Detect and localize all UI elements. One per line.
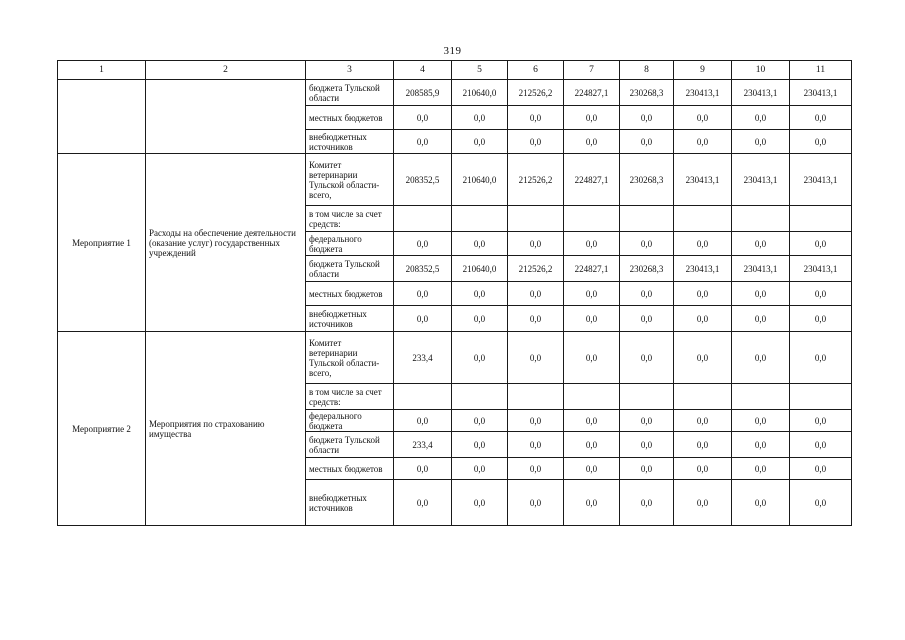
value-cell: 233,4 xyxy=(394,432,452,458)
value-cell: 212526,2 xyxy=(508,256,564,282)
value-cell: 0,0 xyxy=(452,130,508,154)
value-cell: 0,0 xyxy=(732,232,790,256)
value-cell: 0,0 xyxy=(790,480,852,526)
funding-source-cell: внебюджетных источников xyxy=(306,306,394,332)
value-cell: 0,0 xyxy=(452,306,508,332)
funding-source-cell: Комитет ветеринарии Тульской области-всего, xyxy=(306,332,394,384)
value-cell: 224827,1 xyxy=(564,80,620,106)
activity-name-cell: Мероприятие 1 xyxy=(58,154,146,332)
value-cell: 224827,1 xyxy=(564,154,620,206)
value-cell: 0,0 xyxy=(564,282,620,306)
value-cell xyxy=(394,206,452,232)
value-cell: 0,0 xyxy=(394,282,452,306)
value-cell: 0,0 xyxy=(674,232,732,256)
value-cell: 0,0 xyxy=(452,106,508,130)
value-cell: 230413,1 xyxy=(674,256,732,282)
funding-source-cell: местных бюджетов xyxy=(306,282,394,306)
value-cell: 210640,0 xyxy=(452,256,508,282)
value-cell xyxy=(674,384,732,410)
value-cell: 0,0 xyxy=(732,458,790,480)
value-cell xyxy=(508,206,564,232)
value-cell: 224827,1 xyxy=(564,256,620,282)
value-cell: 0,0 xyxy=(620,232,674,256)
funding-source-cell: в том числе за счет средств: xyxy=(306,384,394,410)
value-cell: 0,0 xyxy=(394,480,452,526)
value-cell: 230413,1 xyxy=(674,80,732,106)
value-cell: 230413,1 xyxy=(790,80,852,106)
value-cell: 0,0 xyxy=(564,306,620,332)
header-cell: 9 xyxy=(674,61,732,80)
value-cell: 0,0 xyxy=(508,332,564,384)
value-cell: 212526,2 xyxy=(508,80,564,106)
value-cell: 233,4 xyxy=(394,332,452,384)
description-cell xyxy=(146,80,306,154)
value-cell: 0,0 xyxy=(620,130,674,154)
table-row xyxy=(58,80,852,106)
funding-source-cell: бюджета Тульской области xyxy=(306,432,394,458)
funding-source-cell: местных бюджетов xyxy=(306,458,394,480)
value-cell: 0,0 xyxy=(620,332,674,384)
value-cell: 0,0 xyxy=(674,306,732,332)
value-cell: 0,0 xyxy=(508,432,564,458)
value-cell: 230268,3 xyxy=(620,154,674,206)
value-cell: 230413,1 xyxy=(674,154,732,206)
continuation-block xyxy=(58,80,852,154)
value-cell: 0,0 xyxy=(564,106,620,130)
value-cell: 0,0 xyxy=(508,410,564,432)
value-cell: 0,0 xyxy=(452,458,508,480)
funding-source-cell: бюджета Тульской области xyxy=(306,256,394,282)
header-cell: 2 xyxy=(146,61,306,80)
value-cell: 0,0 xyxy=(508,306,564,332)
value-cell: 0,0 xyxy=(732,106,790,130)
value-cell: 0,0 xyxy=(790,106,852,130)
value-cell: 0,0 xyxy=(564,232,620,256)
funding-source-cell: Комитет ветеринарии Тульской области-всего, xyxy=(306,154,394,206)
funding-source-cell: внебюджетных источников xyxy=(306,130,394,154)
value-cell: 0,0 xyxy=(394,106,452,130)
value-cell: 0,0 xyxy=(620,458,674,480)
funding-source-cell: федерального бюджета xyxy=(306,410,394,432)
value-cell: 0,0 xyxy=(620,282,674,306)
value-cell: 212526,2 xyxy=(508,154,564,206)
funding-source-cell: федерального бюджета xyxy=(306,232,394,256)
value-cell: 230413,1 xyxy=(732,80,790,106)
value-cell: 0,0 xyxy=(790,432,852,458)
value-cell xyxy=(452,206,508,232)
page-number: 319 xyxy=(443,45,462,57)
funding-source-cell: в том числе за счет средств: xyxy=(306,206,394,232)
value-cell: 0,0 xyxy=(452,232,508,256)
value-cell: 0,0 xyxy=(620,410,674,432)
value-cell xyxy=(508,384,564,410)
value-cell: 230268,3 xyxy=(620,256,674,282)
header-cell: 4 xyxy=(394,61,452,80)
value-cell: 0,0 xyxy=(732,410,790,432)
value-cell: 0,0 xyxy=(564,458,620,480)
value-cell: 0,0 xyxy=(620,306,674,332)
value-cell: 0,0 xyxy=(564,332,620,384)
table-row xyxy=(58,332,852,384)
value-cell: 0,0 xyxy=(508,232,564,256)
funding-source-cell: местных бюджетов xyxy=(306,106,394,130)
header-cell: 3 xyxy=(306,61,394,80)
value-cell: 0,0 xyxy=(508,480,564,526)
header-cell: 7 xyxy=(564,61,620,80)
activity-name-cell: Мероприятие 2 xyxy=(58,332,146,526)
value-cell: 0,0 xyxy=(564,410,620,432)
value-cell: 230268,3 xyxy=(620,80,674,106)
value-cell: 0,0 xyxy=(732,282,790,306)
value-cell: 0,0 xyxy=(394,306,452,332)
value-cell xyxy=(732,206,790,232)
value-cell: 0,0 xyxy=(508,458,564,480)
value-cell: 0,0 xyxy=(674,130,732,154)
value-cell: 0,0 xyxy=(732,332,790,384)
header-row xyxy=(58,61,852,80)
value-cell: 0,0 xyxy=(674,458,732,480)
value-cell: 0,0 xyxy=(790,458,852,480)
value-cell: 230413,1 xyxy=(790,256,852,282)
value-cell: 0,0 xyxy=(732,130,790,154)
table-row xyxy=(58,154,852,206)
value-cell: 0,0 xyxy=(394,130,452,154)
header-cell: 6 xyxy=(508,61,564,80)
funding-table xyxy=(57,60,852,526)
header-cell: 8 xyxy=(620,61,674,80)
value-cell: 0,0 xyxy=(394,410,452,432)
value-cell: 208352,5 xyxy=(394,256,452,282)
activity-description-cell: Мероприятия по страхованию имущества xyxy=(146,332,306,526)
value-cell: 0,0 xyxy=(790,410,852,432)
value-cell xyxy=(790,384,852,410)
activity-description-cell: Расходы на обеспечение деятельности (оказание услуг) государственных учреждений xyxy=(146,154,306,332)
value-cell: 208352,5 xyxy=(394,154,452,206)
value-cell: 0,0 xyxy=(674,282,732,306)
value-cell: 0,0 xyxy=(564,432,620,458)
value-cell: 0,0 xyxy=(508,282,564,306)
value-cell: 0,0 xyxy=(508,106,564,130)
value-cell: 0,0 xyxy=(452,410,508,432)
funding-source-cell: внебюджетных источников xyxy=(306,480,394,526)
value-cell xyxy=(674,206,732,232)
value-cell: 0,0 xyxy=(790,332,852,384)
value-cell: 0,0 xyxy=(732,480,790,526)
value-cell: 0,0 xyxy=(732,306,790,332)
value-cell: 0,0 xyxy=(790,232,852,256)
value-cell: 0,0 xyxy=(620,480,674,526)
value-cell: 0,0 xyxy=(674,480,732,526)
value-cell: 210640,0 xyxy=(452,154,508,206)
value-cell: 210640,0 xyxy=(452,80,508,106)
value-cell: 0,0 xyxy=(790,130,852,154)
value-cell xyxy=(564,384,620,410)
value-cell: 0,0 xyxy=(674,432,732,458)
value-cell: 0,0 xyxy=(564,480,620,526)
value-cell: 0,0 xyxy=(452,432,508,458)
value-cell: 0,0 xyxy=(790,282,852,306)
value-cell xyxy=(620,384,674,410)
header-cell: 1 xyxy=(58,61,146,80)
value-cell: 208585,9 xyxy=(394,80,452,106)
value-cell: 230413,1 xyxy=(732,256,790,282)
funding-source-cell: бюджета Тульской области xyxy=(306,80,394,106)
value-cell: 0,0 xyxy=(452,332,508,384)
value-cell: 0,0 xyxy=(508,130,564,154)
value-cell xyxy=(394,384,452,410)
value-cell: 0,0 xyxy=(674,410,732,432)
activity-2-block xyxy=(58,332,852,526)
value-cell: 0,0 xyxy=(452,480,508,526)
activity-1-block xyxy=(58,154,852,332)
value-cell: 0,0 xyxy=(394,232,452,256)
header-cell: 5 xyxy=(452,61,508,80)
value-cell xyxy=(732,384,790,410)
value-cell: 230413,1 xyxy=(790,154,852,206)
value-cell xyxy=(790,206,852,232)
value-cell: 230413,1 xyxy=(732,154,790,206)
header-cell: 11 xyxy=(790,61,852,80)
value-cell: 0,0 xyxy=(394,458,452,480)
activity-cell xyxy=(58,80,146,154)
header-cell: 10 xyxy=(732,61,790,80)
value-cell xyxy=(452,384,508,410)
value-cell: 0,0 xyxy=(674,332,732,384)
value-cell: 0,0 xyxy=(790,306,852,332)
value-cell xyxy=(620,206,674,232)
value-cell: 0,0 xyxy=(732,432,790,458)
value-cell: 0,0 xyxy=(452,282,508,306)
value-cell xyxy=(564,206,620,232)
value-cell: 0,0 xyxy=(674,106,732,130)
value-cell: 0,0 xyxy=(620,432,674,458)
value-cell: 0,0 xyxy=(620,106,674,130)
value-cell: 0,0 xyxy=(564,130,620,154)
